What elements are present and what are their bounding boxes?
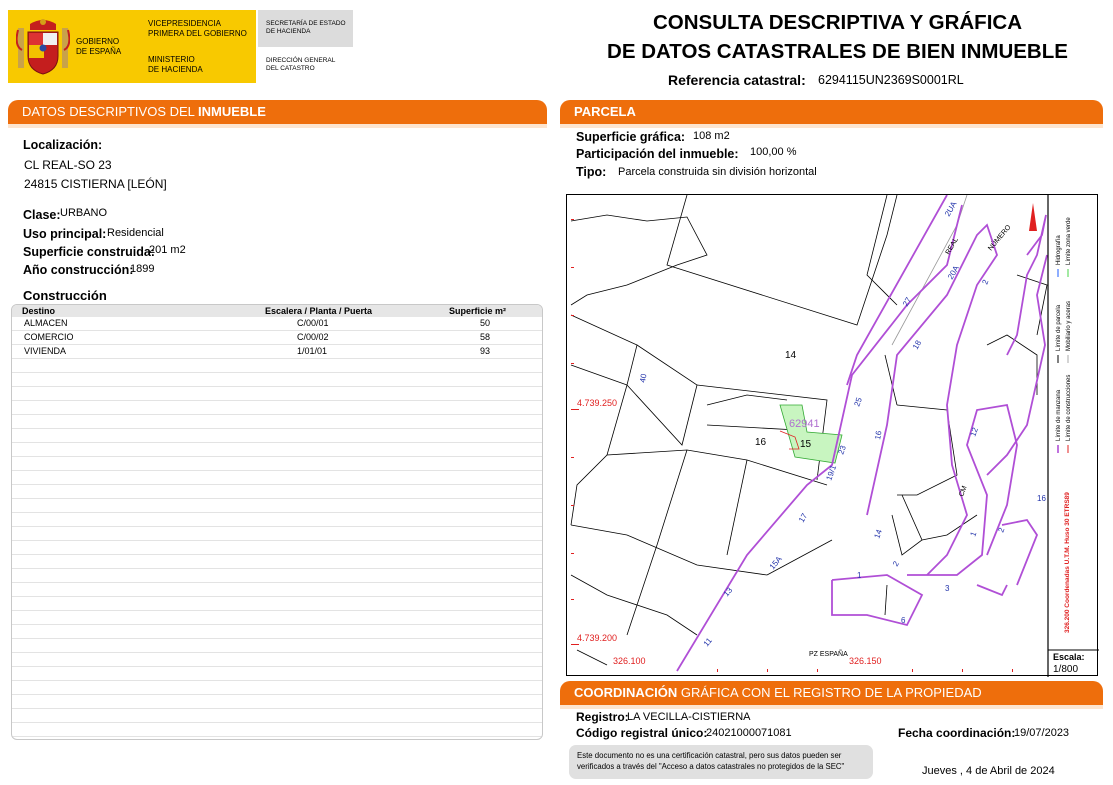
registro-label: Registro: (576, 710, 629, 724)
coord-tick (962, 669, 963, 672)
header-planta: Escalera / Planta / Puerta (265, 306, 373, 316)
legend-item: Límite zona verde (1066, 217, 1072, 265)
parcel-line (922, 515, 977, 540)
registro-value: LA VECILLA-CISTIERNA (627, 711, 751, 723)
logo-yellow-block (8, 10, 256, 83)
coord-y-bottom: 4.739.200 (577, 633, 618, 643)
house-number: 25 (852, 396, 864, 408)
refcat-value: 6294115UN2369S0001RL (818, 73, 964, 87)
parcel-line (577, 650, 607, 665)
section-bar-coordinacion (560, 681, 1103, 707)
address-line-1: CL REAL-SO 23 (24, 158, 112, 172)
house-number: 14 (872, 528, 884, 540)
house-numbers (638, 199, 1046, 648)
coord-y-top: 4.739.250 (577, 398, 618, 408)
north-arrow-icon (1029, 203, 1037, 231)
table-row (12, 555, 542, 569)
section-divider (8, 124, 547, 128)
coord-tick (571, 219, 574, 220)
coord-tick (571, 457, 574, 458)
house-number: 2 (980, 278, 991, 286)
clase-value: URBANO (60, 207, 108, 219)
section-divider (560, 705, 1103, 709)
table-row (12, 541, 542, 555)
uso-label: Uso principal: (23, 227, 107, 241)
scale-label: Escala: (1053, 652, 1085, 662)
parcel-reference-label: 62941 (789, 418, 820, 430)
table-header (12, 305, 542, 317)
fecha-value: 19/07/2023 (1014, 727, 1070, 739)
coord-tick (571, 599, 574, 600)
house-number: 27 (900, 295, 914, 308)
block-line (867, 225, 997, 575)
cell-destino: VIVIENDA (24, 346, 67, 356)
secretaria-label: SECRETARÍA DE ESTADO DE HACIENDA (266, 20, 346, 35)
title-line-1: CONSULTA DESCRIPTIVA Y GRÁFICA (652, 11, 1023, 34)
refcat-label: Referencia catastral: (668, 72, 806, 88)
uso-value: Residencial (107, 227, 164, 239)
parcel-line (627, 345, 697, 445)
legend-item: Mobiliario y aceras (1066, 300, 1072, 351)
cell-superficie: 50 (480, 318, 491, 328)
header-destino: Destino (22, 306, 56, 316)
header-superficie: Superficie m² (449, 306, 507, 316)
table-row (12, 457, 542, 471)
spain-coat-of-arms-icon (16, 16, 70, 78)
table-row (12, 401, 542, 415)
table-row (12, 611, 542, 625)
cell-destino: COMERCIO (24, 332, 74, 342)
house-number: 20A (945, 264, 961, 281)
parcel-label-15: 15 (800, 439, 812, 450)
title-line-2: DE DATOS CATASTRALES DE BIEN INMUEBLE (607, 40, 1068, 63)
coord-tick (912, 669, 913, 672)
parcel-line (627, 450, 687, 635)
ano-value: 1899 (130, 263, 155, 275)
sup-grafica-label: Superficie gráfica: (576, 130, 686, 144)
table-row (12, 695, 542, 709)
superficie-label: Superficie construida: (23, 245, 155, 259)
section-title-b: INMUEBLE (198, 104, 266, 119)
table-row (12, 485, 542, 499)
coord-system-note: 326.200 Coordenadas U.T.M. Huso 30 ETRS89 (1064, 492, 1071, 633)
superficie-value: 201 m2 (149, 244, 186, 256)
coord-tick (1012, 669, 1013, 672)
house-number: 6 (901, 616, 906, 625)
coord-tick (571, 267, 574, 268)
table-row (12, 653, 542, 667)
ano-label: Año construcción: (23, 263, 134, 277)
table-row (12, 415, 542, 429)
scale-value: 1/800 (1053, 664, 1079, 675)
section-title-a: DATOS DESCRIPTIVOS DEL (22, 104, 199, 119)
legend-item: Límite de manzana (1056, 389, 1062, 441)
parcel-line (571, 215, 707, 305)
section-bar-parcela: PARCELA (560, 100, 1103, 126)
disclaimer-note: Este documento no es una certificación catastral, pero sus datos pueden ser verificados a través del "Acceso a datos catastrales no protegidos de la SEC" (569, 745, 873, 779)
house-number: 17 (796, 511, 810, 524)
block-line (832, 575, 922, 625)
coord-x-left: 326.100 (613, 656, 646, 666)
legend-item: Límite de parcela (1056, 304, 1062, 351)
direccion-label: DIRECCIÓN GENERAL DEL CATASTRO (266, 57, 336, 72)
table-row (12, 331, 542, 345)
tipo-label: Tipo: (576, 165, 607, 179)
participacion-value: 100,00 % (750, 146, 797, 158)
cell-planta: 1/01/01 (297, 346, 328, 356)
table-row (12, 569, 542, 583)
block-line (1002, 520, 1037, 585)
house-number: 2 (890, 559, 901, 568)
table-row (12, 429, 542, 443)
table-row (12, 499, 542, 513)
coord-x-right: 326.150 (849, 656, 882, 666)
ministry-label: MINISTERIO DE HACIENDA (148, 55, 203, 74)
house-number: 16 (873, 430, 884, 441)
parcel-line (571, 575, 697, 635)
table-row (12, 387, 542, 401)
cell-superficie: 93 (480, 346, 491, 356)
house-number: 16 (1037, 494, 1046, 503)
clase-label: Clase: (23, 208, 61, 222)
plaza-name: PZ ESPAÑA (809, 651, 848, 658)
coord-tick (571, 363, 574, 364)
street-name-cm: CM (958, 485, 969, 498)
construction-title: Construcción (23, 288, 107, 303)
parcel-line (707, 395, 787, 405)
parcel-line (667, 195, 897, 325)
coord-tick (571, 505, 574, 506)
table-row (12, 639, 542, 653)
table-row (12, 513, 542, 527)
street-name-real: REAL (944, 236, 960, 256)
house-number: 15A (767, 554, 784, 572)
house-number: 12 (968, 426, 980, 438)
table-row (12, 597, 542, 611)
table-row (12, 527, 542, 541)
coord-title-b: GRÁFICA CON EL REGISTRO DE LA PROPIEDAD (680, 685, 982, 700)
cell-superficie: 58 (480, 332, 491, 342)
block-line (977, 585, 1007, 595)
participacion-label: Participación del inmueble: (576, 147, 739, 161)
cell-planta: C/00/01 (297, 318, 329, 328)
coord-tick (571, 644, 579, 645)
street-name-numero: NÚMERO (987, 223, 1013, 253)
location-label: Localización: (23, 138, 103, 152)
house-number: 2 (996, 526, 1007, 534)
table-row (12, 471, 542, 485)
house-number: 23 (836, 444, 848, 456)
table-row (12, 667, 542, 681)
coord-tick (571, 409, 579, 410)
codigo-label: Código registral único: (576, 726, 708, 740)
parcel-line (892, 495, 922, 555)
cadastral-map (566, 194, 1098, 676)
cell-destino: ALMACEN (24, 318, 68, 328)
document-title (560, 8, 1113, 66)
house-number: 2UA (942, 200, 959, 218)
coord-tick (717, 669, 718, 672)
coord-tick (817, 669, 818, 672)
parcel-label-16: 16 (755, 437, 767, 448)
table-row (12, 443, 542, 457)
coord-tick (571, 553, 574, 554)
parcel-line (607, 450, 827, 485)
section-bar-descriptivos (8, 100, 547, 126)
highlighted-parcel (780, 405, 842, 463)
parcel-line (571, 315, 637, 385)
section-divider (560, 124, 1103, 128)
tipo-value: Parcela construida sin división horizontal (618, 166, 817, 178)
table-row (12, 373, 542, 387)
address-line-2: 24815 CISTIERNA [LEÓN] (24, 177, 167, 191)
legend-item: Hidrografía (1056, 235, 1062, 265)
house-number: 18 (910, 338, 924, 351)
house-number: 19/1 (824, 463, 839, 482)
legend-item: Límite de construcciones (1066, 374, 1072, 441)
house-number: 40 (638, 373, 649, 384)
print-date: Jueves , 4 de Abril de 2024 (922, 765, 1055, 777)
table-row (12, 625, 542, 639)
vicepresidencia-label: VICEPRESIDENCIA PRIMERA DEL GOBIERNO (148, 19, 247, 38)
coord-title-a: COORDINACIÓN (574, 685, 681, 700)
house-number: 13 (721, 585, 735, 599)
table-row (12, 345, 542, 359)
coord-tick (767, 669, 768, 672)
house-number: 1 (857, 571, 862, 580)
fecha-label: Fecha coordinación: (898, 726, 1016, 740)
house-number: 1 (968, 530, 979, 538)
map-legend (1056, 217, 1072, 633)
sup-grafica-value: 108 m2 (693, 130, 730, 142)
table-row (12, 709, 542, 723)
block-label-14: 14 (785, 350, 797, 361)
house-number: 11 (701, 636, 714, 649)
coord-tick (571, 315, 574, 316)
cell-planta: C/00/02 (297, 332, 329, 342)
table-row (12, 681, 542, 695)
parcel-line (571, 525, 767, 575)
table-row (12, 583, 542, 597)
parcel-line (885, 585, 887, 615)
block-lines (677, 195, 1047, 671)
government-logo (8, 10, 353, 83)
table-row (12, 317, 542, 331)
house-number: 3 (945, 584, 950, 593)
table-row (12, 723, 542, 737)
gov-name: GOBIERNO DE ESPAÑA (76, 37, 122, 56)
map-drawing (567, 195, 1099, 677)
construction-table (11, 304, 543, 740)
parcel-line (727, 460, 747, 555)
codigo-value: 24021000071081 (706, 727, 792, 739)
table-row (12, 359, 542, 373)
